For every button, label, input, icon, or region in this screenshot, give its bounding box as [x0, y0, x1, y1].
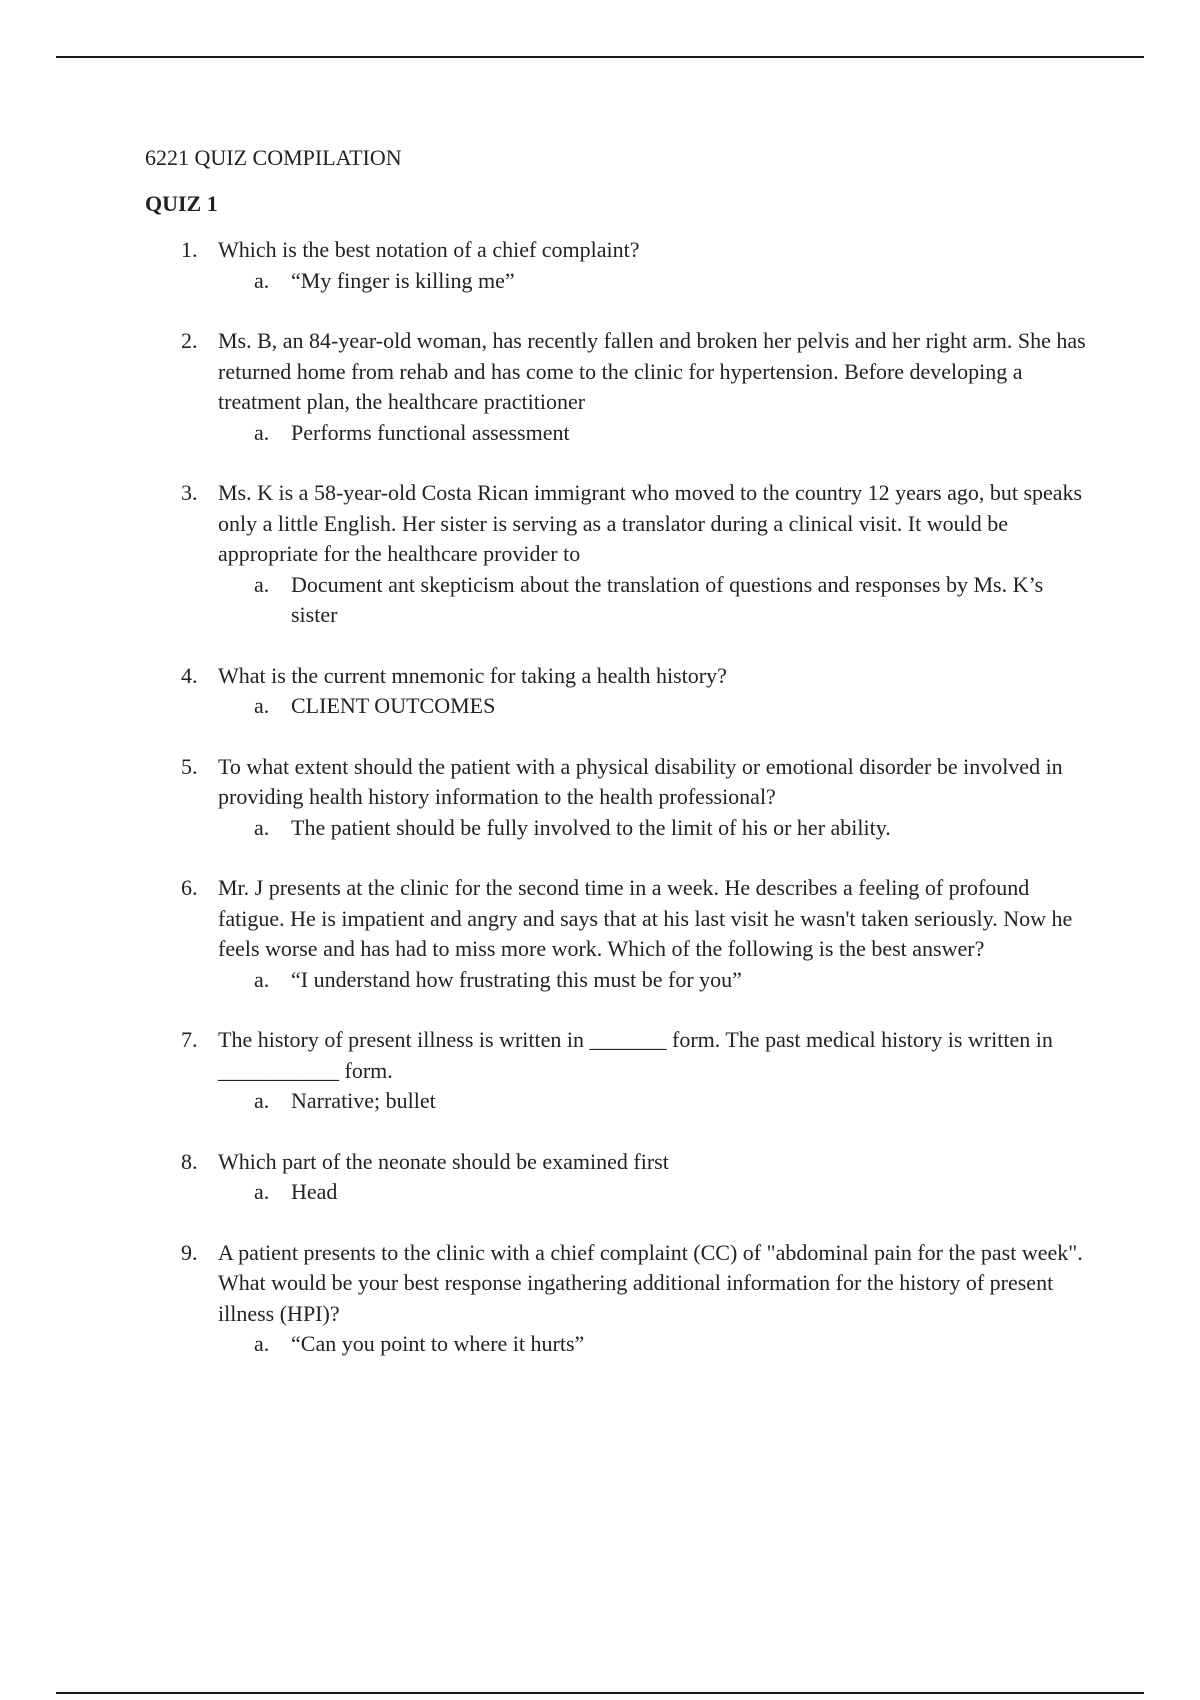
question-item	[145, 661, 1095, 722]
answer-text: “Can you point to where it hurts”	[291, 1331, 585, 1356]
answer-item	[218, 266, 1095, 297]
answer-letter: a.	[254, 966, 270, 992]
question-number: 4.	[181, 662, 198, 688]
question-item	[145, 478, 1095, 631]
quiz-heading: QUIZ 1	[145, 190, 218, 216]
question-number: 2.	[181, 328, 198, 353]
question-number: 1.	[181, 237, 198, 262]
answer-text: CLIENT OUTCOMES	[291, 693, 496, 718]
question-item	[145, 752, 1095, 844]
question-number: 6.	[181, 875, 198, 900]
answer-letter: a.	[254, 1088, 270, 1113]
question-text: What is the current mnemonic for taking a health history?	[218, 662, 727, 688]
question-text: To what extent should the patient with a physical disability or emotional disorder be involved in providing health history information to the health professional?	[218, 753, 1063, 809]
question-item	[145, 235, 1095, 296]
answer-letter: a.	[254, 267, 270, 293]
question-text: Ms. B, an 84-year-old woman, has recently fallen and broken her pelvis and her right arm. She has returned home from rehab and has come to the clinic for hypertension. Before developing a treatment plan, the healthcare practitioner	[218, 328, 1086, 414]
bottom-divider	[56, 1692, 1144, 1694]
document-title: 6221 QUIZ COMPILATION	[145, 145, 402, 170]
question-item	[145, 1238, 1095, 1360]
question-item	[145, 873, 1095, 995]
question-text: Which is the best notation of a chief complaint?	[218, 237, 640, 262]
answer-text: “My finger is killing me”	[291, 267, 515, 293]
question-list	[145, 235, 1095, 1360]
answer-text: “I understand how frustrating this must be for you”	[291, 966, 742, 992]
document-body	[145, 143, 1095, 1390]
answer-item	[218, 570, 1095, 631]
answer-item	[218, 965, 1095, 996]
question-number: 7.	[181, 1027, 198, 1052]
question-item	[145, 1147, 1095, 1208]
question-text: Which part of the neonate should be examined first	[218, 1148, 669, 1174]
question-text: Mr. J presents at the clinic for the second time in a week. He describes a feeling of profound fatigue. He is impatient and angry and says that at his last visit he wasn't taken seriously. Now he feels worse and has had to miss more work. Which of the following is the best answer?	[218, 875, 1073, 961]
answer-letter: a.	[254, 1331, 270, 1356]
answer-item	[218, 1329, 1095, 1360]
question-item	[145, 326, 1095, 448]
question-number: 3.	[181, 480, 198, 505]
answer-text: Document ant skepticism about the translation of questions and responses by Ms. K’s sister	[291, 571, 1044, 627]
answer-letter: a.	[254, 419, 270, 445]
question-number: 9.	[181, 1239, 198, 1265]
question-item	[145, 1025, 1095, 1117]
answer-item	[218, 1086, 1095, 1117]
question-text: The history of present illness is written in _______ form. The past medical history is written in ___________ form.	[218, 1027, 1053, 1083]
answer-text: Narrative; bullet	[291, 1088, 436, 1113]
answer-text: Performs functional assessment	[291, 419, 570, 445]
answer-letter: a.	[254, 814, 270, 840]
answer-text: Head	[291, 1179, 338, 1204]
answer-letter: a.	[254, 571, 270, 597]
answer-item	[218, 1177, 1095, 1208]
answer-item	[218, 813, 1095, 844]
question-number: 8.	[181, 1148, 198, 1174]
question-text: A patient presents to the clinic with a chief complaint (CC) of "abdominal pain for the past week". What would be your best response ingathering additional information for the history of present illness (HPI)?	[218, 1239, 1083, 1326]
top-divider	[56, 56, 1144, 58]
answer-letter: a.	[254, 1179, 270, 1204]
question-number: 5.	[181, 753, 198, 779]
answer-text: The patient should be fully involved to the limit of his or her ability.	[291, 814, 891, 840]
answer-item	[218, 418, 1095, 449]
question-text: Ms. K is a 58-year-old Costa Rican immigrant who moved to the country 12 years ago, but speaks only a little English. Her sister is serving as a translator during a clinical visit. It would be appropriate for the healthcare provider to	[218, 480, 1083, 566]
answer-letter: a.	[254, 693, 270, 718]
answer-item	[218, 691, 1095, 722]
